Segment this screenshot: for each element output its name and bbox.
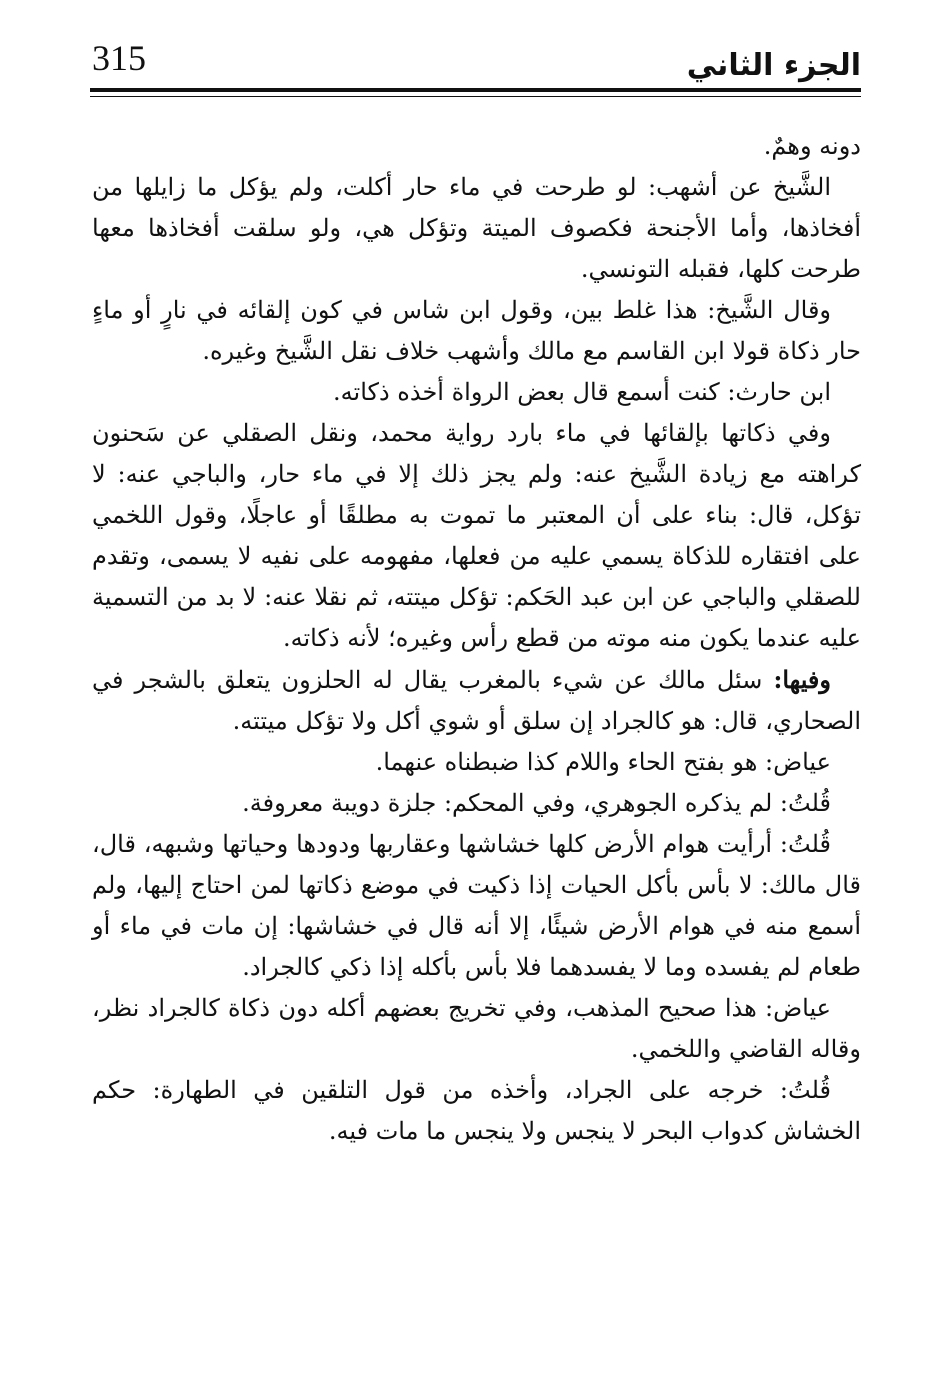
paragraph: قُلتُ: لم يذكره الجوهري، وفي المحكم: جلزة دويبة معروفة.	[242, 789, 831, 817]
header-rule-thin	[90, 96, 861, 97]
paragraph: دونه وهمٌ.	[763, 132, 861, 160]
paragraph: عياض: هذا صحيح المذهب، وفي تخريج بعضهم أكله دون ذكاة كالجراد نظر، وقاله القاضي واللخمي.	[92, 994, 861, 1063]
paragraph-lead: وفيها:	[773, 665, 831, 694]
paragraph: قُلتُ: خرجه على الجراد، وأخذه من قول التلقين في الطهارة: حكم الخشاش كدواب البحر لا ينجس ولا ينجس ما مات فيه.	[92, 1076, 861, 1145]
paragraph-text: سئل مالك عن شيء بالمغرب يقال له الحلزون يتعلق بالشجر في الصحاري، قال: هو كالجراد إن سلق أو شوي أكل ولا تؤكل ميتته.	[92, 666, 861, 735]
paragraph: وقال الشَّيخ: هذا غلط بين، وقول ابن شاس في كون إلقائه في نارٍ أو ماءٍ حار ذكاة قولا ابن القاسم مع مالك وأشهب خلاف نقل الشَّيخ وغيره.	[92, 296, 861, 365]
paragraph: عياض: هو بفتح الحاء واللام كذا ضبطناه عنهما.	[375, 748, 831, 776]
paragraph	[92, 659, 861, 742]
paragraph: ابن حارث: كنت أسمع قال بعض الرواة أخذه ذكاته.	[333, 378, 831, 406]
paragraph: الشَّيخ عن أشهب: لو طرحت في ماء حار أكلت، ولم يؤكل ما زايلها من أفخاذها، وأما الأجنحة فكصوف الميتة وتؤكل هي، ولو سلقت أفخاذها معها طرحت كلها، فقبله التونسي.	[92, 173, 861, 283]
running-title: الجزء الثاني	[686, 48, 861, 83]
paragraph: قُلتُ: أرأيت هوام الأرض كلها خشاشها وعقاربها ودودها وحياتها وشبهه، قال، قال مالك: لا بأس بأكل الحيات إذا ذكيت في موضع ذكاتها لمن احتاج إليها، ولم أسمع منه في هوام الأرض شيئًا، إلا أنه قال في خشاشها: إن مات في ماء أو طعام لم يفسده وما لا يفسدهما فلا بأس بأكله إذا ذكي كالجراد.	[92, 830, 861, 981]
body-text	[92, 126, 861, 1152]
page-number: 315	[92, 38, 146, 78]
paragraph: وفي ذكاتها بإلقائها في ماء بارد رواية محمد، ونقل الصقلي عن سَحنون كراهته مع زيادة الشَّيخ عنه: ولم يجز ذلك إلا في ماء حار، والباجي عنه: لا تؤكل، قال: بناء على أن المعتبر ما تموت به مطلقًا أو عاجلًا، وقول اللخمي على افتقاره للذكاة يسمي عليه من فعلها، مفهومه على نفيه لا يسمى، وتقدم للصقلي والباجي عن ابن عبد الحَكم: تؤكل ميتته، ثم نقلا عنه: لا بد من التسمية عليه عندما يكون منه موته من قطع رأس وغيره؛ لأنه ذكاته.	[92, 419, 861, 652]
header-rule-thick	[90, 88, 861, 92]
